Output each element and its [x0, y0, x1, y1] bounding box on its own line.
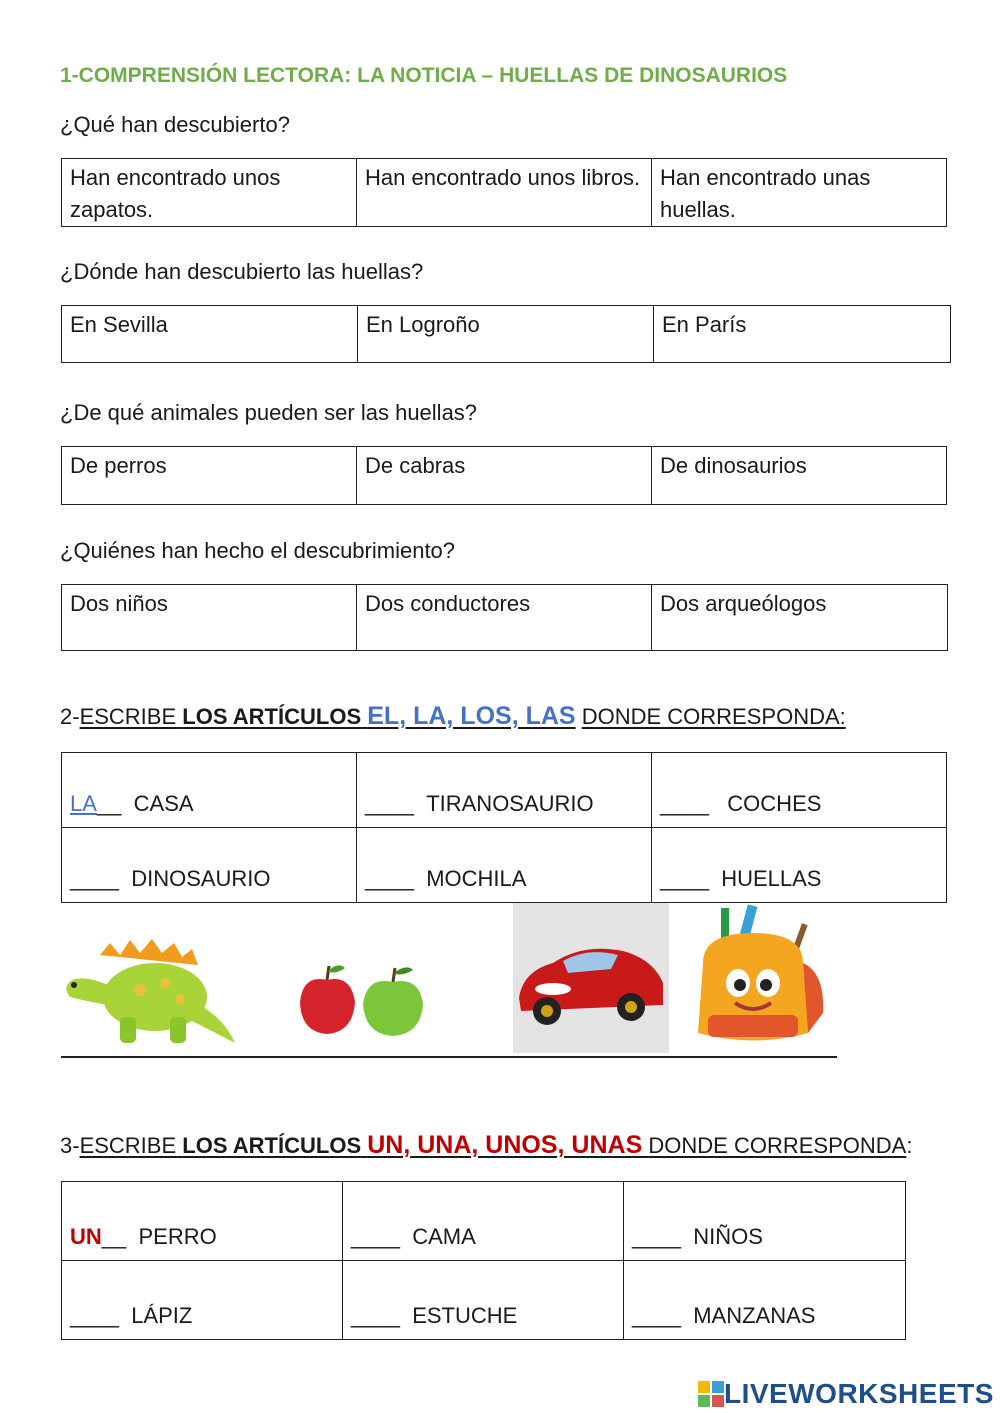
- s2-word-1: CASA: [133, 791, 194, 816]
- s3-word-1: PERRO: [138, 1224, 217, 1249]
- s3-blank-1[interactable]: __: [101, 1224, 127, 1249]
- apples-image: [295, 960, 435, 1050]
- backpack: [698, 904, 823, 1040]
- s3-cell-2[interactable]: [343, 1182, 624, 1261]
- section3-articles: UN, UNA, UNOS, UNAS: [367, 1131, 643, 1159]
- section2-grid: [61, 752, 947, 903]
- s3-blank-4[interactable]: ____: [70, 1303, 119, 1328]
- s2-blank-2[interactable]: ____: [365, 791, 414, 816]
- section3-lead: ESCRIBE: [79, 1133, 183, 1158]
- s2-cell-1[interactable]: [62, 753, 357, 828]
- question-2: ¿Dónde han descubierto las huellas?: [60, 259, 424, 284]
- s2-blank-6[interactable]: ____: [660, 866, 709, 891]
- s2-blank-5[interactable]: ____: [365, 866, 414, 891]
- backpack-image: [683, 903, 833, 1053]
- s3-word-6: MANZANAS: [693, 1303, 816, 1328]
- options-table-3: [61, 446, 947, 505]
- s2-word-6: HUELLAS: [721, 866, 822, 891]
- logo-text: LIVEWORKSHEETS: [724, 1378, 994, 1409]
- option-3-3[interactable]: De dinosaurios: [652, 447, 947, 505]
- s2-word-2: TIRANOSAURIO: [426, 791, 594, 816]
- s3-blank-5[interactable]: ____: [351, 1303, 400, 1328]
- green-apple: [363, 967, 423, 1036]
- option-2-2[interactable]: En Logroño: [358, 306, 654, 363]
- option-1-1[interactable]: Han encontrado unos zapatos.: [62, 159, 357, 227]
- dinosaur-body: [66, 939, 235, 1043]
- s3-cell-4[interactable]: [62, 1261, 343, 1340]
- s2-answer-1: LA: [70, 791, 97, 816]
- s2-cell-4[interactable]: [62, 828, 357, 903]
- s2-blank-1[interactable]: __: [96, 791, 122, 816]
- section3-colon: :: [906, 1133, 913, 1158]
- s2-cell-5[interactable]: [357, 828, 652, 903]
- section2-prefix: 2-: [60, 704, 80, 729]
- section2-lead: ESCRIBE: [79, 704, 183, 729]
- options-table-1: [61, 158, 947, 227]
- s3-word-3: NIÑOS: [693, 1224, 763, 1249]
- s3-cell-3[interactable]: [624, 1182, 906, 1261]
- s3-word-5: ESTUCHE: [412, 1303, 518, 1328]
- s3-cell-5[interactable]: [343, 1261, 624, 1340]
- option-4-3[interactable]: Dos arqueólogos: [652, 585, 948, 651]
- option-4-1[interactable]: Dos niños: [62, 585, 357, 651]
- section2-bold: LOS ARTÍCULOS: [182, 704, 362, 729]
- section3-prefix: 3-: [60, 1133, 80, 1158]
- section3-bold: LOS ARTÍCULOS: [182, 1133, 362, 1158]
- s2-word-4: DINOSAURIO: [131, 866, 271, 891]
- s2-cell-6[interactable]: [652, 828, 947, 903]
- s3-word-2: CAMA: [412, 1224, 476, 1249]
- image-baseline: [61, 1056, 837, 1058]
- s2-word-5: MOCHILA: [426, 866, 527, 891]
- s2-cell-3[interactable]: [652, 753, 947, 828]
- options-table-2: [61, 305, 951, 363]
- s3-cell-1[interactable]: [62, 1182, 343, 1261]
- s3-blank-3[interactable]: ____: [632, 1224, 681, 1249]
- red-apple: [300, 965, 355, 1034]
- option-2-1[interactable]: En Sevilla: [62, 306, 358, 363]
- section3-grid: [61, 1181, 906, 1340]
- s2-blank-4[interactable]: ____: [70, 866, 119, 891]
- s3-cell-6[interactable]: [624, 1261, 906, 1340]
- section3-heading: [60, 1131, 912, 1160]
- section2-tail: DONDE CORRESPONDA:: [581, 704, 846, 729]
- dinosaur-image: [60, 935, 240, 1053]
- s2-word-3: COCHES: [727, 791, 822, 816]
- option-3-2[interactable]: De cabras: [357, 447, 652, 505]
- option-1-2[interactable]: Han encontrado unos libros.: [357, 159, 652, 227]
- section1-title: 1-COMPRENSIÓN LECTORA: LA NOTICIA – HUELLAS DE DINOSAURIOS: [60, 64, 788, 87]
- section3-tail: DONDE CORRESPONDA: [648, 1133, 907, 1158]
- s3-answer-1: UN: [70, 1224, 102, 1249]
- s2-cell-2[interactable]: [357, 753, 652, 828]
- s3-blank-2[interactable]: ____: [351, 1224, 400, 1249]
- s2-blank-3[interactable]: ____: [660, 791, 709, 816]
- section2-heading: [60, 702, 846, 731]
- option-4-2[interactable]: Dos conductores: [357, 585, 652, 651]
- s3-blank-6[interactable]: ____: [632, 1303, 681, 1328]
- option-3-1[interactable]: De perros: [62, 447, 357, 505]
- question-1: ¿Qué han descubierto?: [60, 112, 290, 137]
- question-4: ¿Quiénes han hecho el descubrimiento?: [60, 538, 456, 563]
- s3-word-4: LÁPIZ: [131, 1303, 193, 1328]
- logo-icon: [698, 1381, 724, 1407]
- liveworksheets-logo: [698, 1378, 994, 1410]
- section2-articles: EL, LA, LOS, LAS: [367, 702, 576, 730]
- car-image: [513, 903, 669, 1053]
- option-2-3[interactable]: En París: [654, 306, 951, 363]
- options-table-4: [61, 584, 948, 651]
- option-1-3[interactable]: Han encontrado unas huellas.: [652, 159, 947, 227]
- question-3: ¿De qué animales pueden ser las huellas?: [60, 400, 478, 425]
